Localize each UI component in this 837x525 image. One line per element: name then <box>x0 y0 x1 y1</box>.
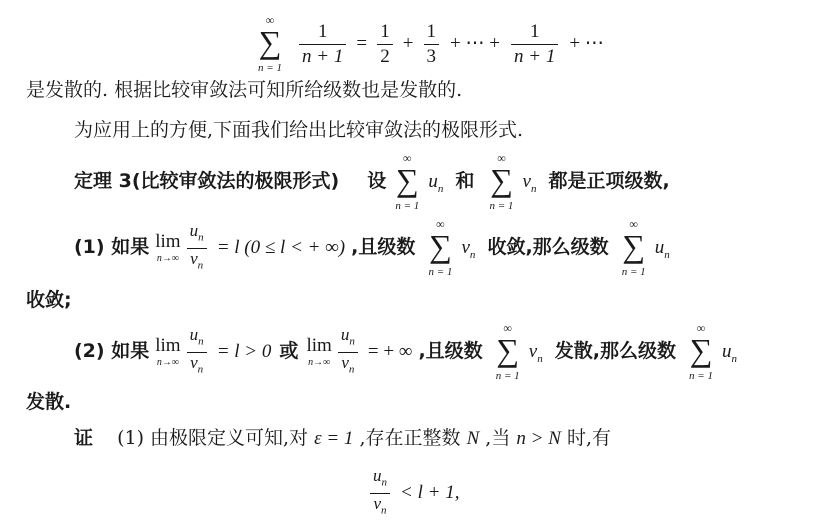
limit-expression: lim n→∞ <box>155 335 181 368</box>
case-2-line: (2) 如果 lim n→∞ $\frac{u_n}{v_n}$ = l > 0 或 lim n→∞ $\frac{u_n}{v_n}$ = + ∞ ,且级数 ∞ ∑ n = 1 $v_n$ 发散,那么级数 ∞ ∑ n = 1 $u_n$ <box>74 321 738 382</box>
sigma-symbol: ∞ ∑ n = 1 <box>621 217 646 278</box>
sigma-symbol: ∞ ∑ n = 1 <box>428 217 453 278</box>
sigma-symbol: ∞ ∑ n = 1 <box>489 151 514 212</box>
fraction-1-over-3: $\frac{1}{3}$ <box>424 20 440 69</box>
intro-line: 为应用上的方便,下面我们给出比较审敛法的极限形式. <box>74 119 524 141</box>
inequality: $\frac{u_n}{v_n}$ < l + 1, <box>370 464 459 520</box>
ratio-un-vn: $\frac{u_n}{v_n}$ <box>338 325 358 379</box>
sigma-symbol: ∞ ∑ n = 1 <box>689 321 713 382</box>
case-1-end: 收敛; <box>26 289 72 311</box>
case-1-line: (1) 如果 lim n→∞ $\frac{u_n}{v_n}$ = l (0 ≤ l < + ∞) ,且级数 ∞ ∑ n = 1 $v_n$ 收敛,那么级数 ∞ ∑ n = 1 $u_n$ <box>74 217 670 278</box>
ratio-un-vn: $\frac{u_n}{v_n}$ <box>187 325 207 379</box>
diverge-line: 是发散的. 根据比较审敛法可知所给级数也是发散的. <box>26 79 463 101</box>
limit-expression: lim n→∞ <box>306 335 332 368</box>
series-equation: ∞ ∑ n = 1 $\frac{1}{n + 1}$ = $\frac{1}{2}$ + $\frac{1}{3}$ + ⋯ + $\frac{1}{n + 1}$ + ⋯ <box>255 12 604 74</box>
fraction-1-over-n-plus-1: $\frac{1}{n + 1}$ <box>299 20 346 69</box>
sigma-symbol: ∞ ∑ n = 1 <box>258 13 282 74</box>
case-2-end: 发散. <box>26 391 72 413</box>
fraction-1-over-2: $\frac{1}{2}$ <box>377 20 393 69</box>
ratio-un-vn: $\frac{u_n}{v_n}$ <box>370 466 390 520</box>
sigma-symbol: ∞ ∑ n = 1 <box>495 321 520 382</box>
theorem-statement: 定理 3(比较审敛法的极限形式) 设 ∞ ∑ n = 1 $u_n$ 和 ∞ ∑ n = 1 $v_n$ 都是正项级数, <box>74 151 670 212</box>
fraction-1-over-n-plus-1-b: $\frac{1}{n + 1}$ <box>511 20 558 69</box>
sigma-symbol: ∞ ∑ n = 1 <box>395 151 420 212</box>
limit-expression: lim n→∞ <box>155 231 181 264</box>
ratio-un-vn: $\frac{u_n}{v_n}$ <box>187 221 207 275</box>
proof-line: 证 (1) 由极限定义可知,对 ε = 1 ,存在正整数 N ,当 n > N 时,有 <box>74 427 611 449</box>
theorem-title: 定理 3(比较审敛法的极限形式) <box>74 170 340 192</box>
